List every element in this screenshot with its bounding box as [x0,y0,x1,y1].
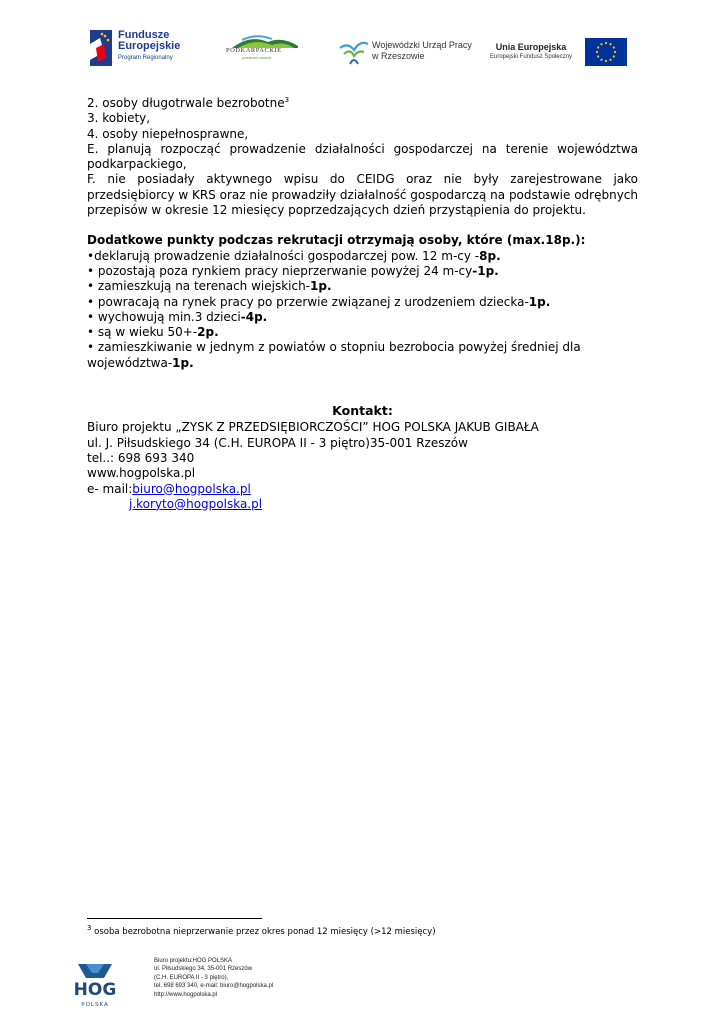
hog-polska-logo-icon [60,964,130,1008]
wup-logo-icon [338,38,370,66]
contact-office: Biuro projektu „ZYSK Z PRZEDSIĘBIORCZOŚCI” HOG POLSKA JAKUB GIBAŁA [87,420,539,435]
footer-address: Biuro projektu:HOG POLSKA ul. Piłsudskiego 34, 35-001 Rzeszów (C.H. EUROPA II - 3 piętro), tel. 698 693 340, e-mail: biuro@hogpolska.pl http://www.hogpolska.pl [154,958,274,998]
footnote: $^3$ osoba bezrobotna nieprzerwanie przez okres ponad 12 miesięcy (>12 miesięcy) [87,924,436,937]
points-item: • zamieszkiwanie w jednym z powiatów o stopniu bezrobocia powyżej średniej dla województwa-1p. [87,340,581,370]
email-link-koryto[interactable]: j.koryto@hogpolska.pl [129,496,263,511]
fundusze-europejskie-text: Fundusze Europejskie Program Regionalny [118,29,181,61]
points-item: • wychowują min.3 dzieci-4p. [87,309,268,324]
contact-phone: tel..: 698 693 340 [87,450,195,465]
paragraph-f: F. nie posiadały aktywnego wpisu do CEIDG oraz nie były zarejestrowane jako przedsiębiorcy w KRS oraz nie prowadziły działalność gospodarczą na podstawie odrębnych przepisów w okresie 12 miesięcy poprzedzających dzień przystąpienia do projektu. [87,172,638,218]
points-item: • są w wieku 50+-2p. [87,325,219,340]
eu-flag-icon [585,38,627,66]
wup-text: Wojewódzki Urząd Pracy w Rzeszowie [372,40,472,61]
fundusze-europejskie-logo-icon [90,30,112,66]
contact-email-row-2 [87,497,638,512]
contact-email-row: e- mail:biuro@hogpolska.pl [87,481,251,496]
contact-website: www.hogpolska.pl [87,466,196,481]
points-item: • pozostają poza rynkiem pracy nieprzerwanie powyżej 24 m-cy-1p. [87,263,499,278]
hog-logo-text: HOG [73,980,117,1000]
points-heading: Dodatkowe punkty podczas rekrutacji otrzymają osoby, które (max.18p.): [87,233,586,248]
email-link-biuro[interactable]: biuro@hogpolska.pl [132,481,251,496]
hog-logo-subtext: POLSKA [81,1002,109,1008]
list-item: 3. kobiety, [87,111,151,126]
podkarpackie-tagline: przestrzeń otwarta [242,56,271,60]
points-item: • zamieszkują na terenach wiejskich-1p. [87,279,332,294]
contact-address: ul. J. Piłsudskiego 34 (C.H. EUROPA II - 3 piętro)35-001 Rzeszów [87,435,468,450]
footnote-ref: 3 [284,96,290,104]
ue-text: Unia Europejska Europejski Fundusz Społeczny [490,42,573,60]
list-item: 4. osoby niepełnosprawne, [87,126,249,141]
podkarpackie-hills-icon [232,34,298,48]
footnote-divider [87,918,262,919]
points-item: •deklarują prowadzenie działalności gospodarczej pow. 12 m-cy -8p. [87,248,501,263]
podkarpackie-text: PODKARPACKIE [226,47,282,54]
document-body [87,96,638,512]
contact-title: Kontakt: [332,403,393,419]
points-item: • powracają na rynek pracy po przerwie związanej z urodzeniem dziecka-1p. [87,294,551,309]
list-item: 2. osoby długotrwale bezrobotne$^3$ [87,96,290,110]
paragraph-e: E. planują rozpocząć prowadzenie działalności gospodarczej na terenie województwa podkarpackiego, [87,141,638,172]
